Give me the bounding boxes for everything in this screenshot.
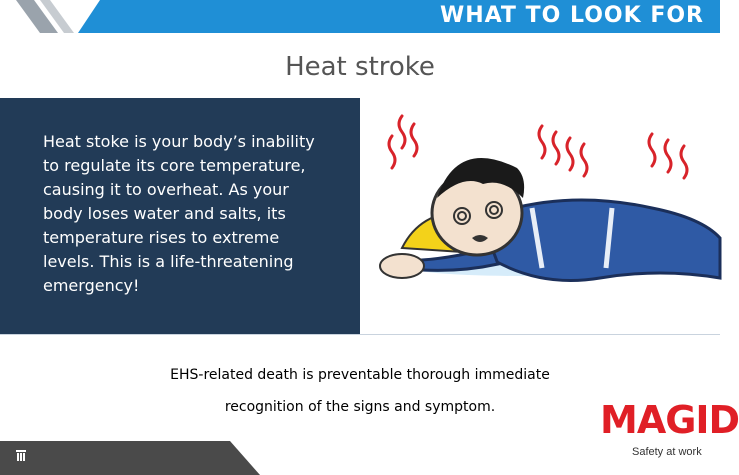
slide-subtitle: Heat stroke [285,52,435,82]
banner-title: WHAT TO LOOK FOR [439,3,704,28]
heat-wave-icon [389,116,687,178]
heat-stroke-illustration [362,98,720,334]
footer-message-line-1: EHS-related death is preventable thorough immediate [170,367,550,383]
magid-logo-word: MAGID [600,398,739,442]
home-icon[interactable] [16,450,26,462]
magid-logo-tagline: Safety at work [632,446,702,458]
footer-message-line-2: recognition of the signs and symptom. [224,399,496,415]
footer-bar [0,441,260,475]
section-divider [0,334,720,335]
info-body-text: Heat stoke is your body’s inability to regulate its core temperature, causing it to overheat. As your body loses water and salts, its temperature rises to extreme levels. This is a life-threatening emergency! [43,132,315,295]
